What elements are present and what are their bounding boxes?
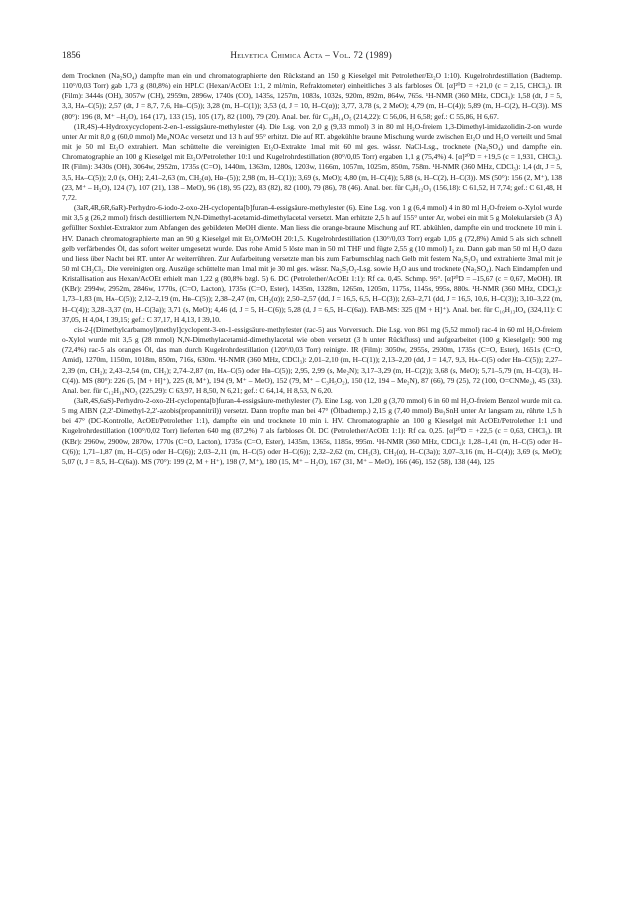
paragraph-compound-rac-5: cis-2-[(Dimethylcarbamoyl)methyl]cyclopent-3-en-1-essigsäure-methylester (rac-5) aus Vorversuch. Die Lsg. von 861 mg (5,52 mmol) rac-4 in 60 ml H₂O-freiem o-Xylol wurde mit 3,5 g (28 mmol) N,N-Dimethylacetamid-dimethylacetal wie oben versetzt (3 h unter Rückfluss) und aufgearbeitet (100 g Kieselgel): 900 mg (72,4%) rac-5 als oranges Öl, das man durch Kugelrohrdestillation (120°/0,03 Torr) reinigte. IR (Film): 3050w, 2955s, 2930m, 1735s (C=O, Ester), 1651s (C=O, Amid), 1270m, 1150m, 1018m, 850m, 716s, 630m. ¹H-NMR (360 MHz, CDCl₃): 2,01–2,10 (m, H–C(1)); 2,13–2,20 (dd, J = 14,7, 9,3, Hᴀ–C(5) oder Hʙ–C(5)); 2,27–2,39 (m, CH₂); 2,43–2,54 (m, CH₂); 2,74–2,87 (m, Hᴀ–C(5) oder Hʙ–C(5)); 2,95, 2,99 (s, Me₂N); 3,17–3,29 (m, H–C(2)); 3,68 (s, MeO); 5,71–5,79 (m, H–C(3), H–C(4)). MS (80°): 226 (5, [M + H]⁺), 225 (8, M⁺), 194 (9, M⁺ – MeO), 152 (79, M⁺ – C₃H₅O₂), 150 (12, 194 – Me₂N), 87 (66), 79 (25), 72 (100, O=CNMe₂), 45 (33). Anal. ber. für C₁₂H₁₉NO₃ (225,29): C 63,97, H 8,50, N 6,21; gef.: C 64,14, H 8,53, N 6,20.: [62, 324, 562, 395]
paragraph-compound-6: (3aR,4R,6R,6aR)-Perhydro-6-iodo-2-oxo-2H-cyclopenta[b]furan-4-essigsäure-methylester (6). Eine Lsg. von 1 g (6,4 mmol) 4 in 80 ml H₂O-freiem o-Xylol wurde mit 3,5 g (26,2 mmol) frisch destilliertem N,N-Dimethyl-acetamid-dimethylacetal versetzt. Man erhitzte 2,5 h auf 155° unter Ar, wobei ein mit 5 g Molekularsieb (3 Å) gefüllter Soxhlet-Extraktor zum Abfangen des gebildeten MeOH diente. Man liess die orange-braune Mischung auf RT. abkühlen, dampfte ein und trocknete 10 min i. HV. Danach chromatographierte man an 90 g Kieselgel mit Et₂O/MeOH 20:1,5. Kugelrohrdestillation (130°/0,03 Torr) ergab 1,05 g (72,8%) Amid 5 als sich schnell gelb verfärbendes Öl, das sofort weiter umgesetzt wurde. Das rohe Amid 5 löste man in 50 ml THF und fügte 2,55 g (10 mmol) I₂ zu. Dann gab man 50 ml H₂O dazu und liess über Nacht bei RT. unter Ar weiterrühren. Zur Aufarbeitung versetzte man bis zum Farbumschlag nach Gelb mit festem Na₂S₂O₃ und extrahierte 3mal mit je 50 ml CH₂Cl₂. Die vereinigten org. Auszüge schüttelte man 1mal mit je 30 ml ges. wässr. Na₂S₂O₃-Lsg. sowie H₂O aus und trocknete (Na₂SO₄). Nach Eindampfen und Kristallisation aus Hexan/AcOEt erhielt man 1,22 g (80,8% bzgl. 5) 6. DC (Petrolether/AcOEt 1:1): Rf ca. 0,45. Schmp. 95°. [α]²⁰D = –15,67 (c = 0,67, MeOH). IR (KBr): 2994w, 2952m, 2846w, 1770s, (C=O, Lacton), 1735s (C=O, Ester), 1435m, 1328m, 1265m, 1205m, 1175s, 1145s, 995s, 880s. ¹H-NMR (360 MHz, CDCl₃): 1,73–1,83 (m, Hᴀ–C(5)); 2,12–2,19 (m, Hʙ–C(5)); 2,38–2,47 (m, CH₂(α)); 2,50–2,57 (dd, J = 16,5, 6,5, H–C(3)); 2,63–2,71 (dd, J = 16,5, 10,6, H–C(3)); 3,10–3,22 (m, H–C(4)); 3,28–3,37 (m, H–C(3a)); 3,71 (s, MeO); 4,46 (d, J = 5, H–C(6)); 5,28 (d, J = 6,5, H–C(6a)). FAB-MS: 325 ([M + H]⁺). Anal. ber. für C₁₀H₁₃IO₄ (324,11): C 37,05, H 4,04, I 39,15; gef.: C 37,17, H 4,13, I 39,10.: [62, 203, 562, 324]
page-number: 1856: [62, 50, 81, 60]
paragraph-compound-7: (3aR,4S,6aS)-Perhydro-2-oxo-2H-cyclopenta[b]furan-4-essigsäure-methylester (7). Eine Lsg. von 1,20 g (3,70 mmol) 6 in 60 ml H₂O-freiem Benzol wurde mit ca. 5 mg AIBN (2,2′-Dimethyl-2,2′-azobis(propannitril)) versetzt. Dann tropfte man bei 47° (Ölbadtemp.) 2,15 g (7,40 mmol) Bu₃SnH unter Ar langsam zu, rührte 1,5 h bei 47° (DC-Kontrolle, AcOEt/Petrolether 1:1), dampfte ein und trocknete 10 min i. HV. Chromatographie an 100 g Kieselgel mit AcOEt/Petrolether 1:1 und Kugelrohrdestillation (100°/0,02 Torr) lieferten 640 mg (87,2%) 7 als farbloses Öl. DC (Petrolether/AcOEt 1:1): Rf ca. 0,25. [α]²⁰D = +22,5 (c = 0,63, CHCl₃). IR (KBr): 2960w, 2900w, 2870w, 1770s (C=O, Lacton), 1735s (C=O, Ester), 1435m, 1365s, 1185s, 995m. ¹H-NMR (360 MHz, CDCl₃): 1,28–1,41 (m, H–C(5) oder H–C(6)); 1,71–1,87 (m, H–C(5) oder H–C(6)); 2,03–2,11 (m, H–C(5) oder H–C(6)); 2,32–2,62 (m, CH₂(3), CH₂(α), H–C(3a)); 3,07–3,16 (m, H–C(4)); 3,69 (s, MeO); 5,07 (t, J = 8,5, H–C(6a)). MS (70°): 199 (2, M + H⁺), 198 (7, M⁺), 180 (15, M⁺ – H₂O), 167 (31, M⁺ – MeO), 166 (46), 152 (58), 138 (44), 125: [62, 396, 562, 466]
paper-page: [62, 50, 562, 467]
article-body: [62, 71, 562, 467]
journal-title: Helvetica Chimica Acta – Vol. 72 (1989): [230, 50, 393, 60]
page-header: [62, 50, 562, 60]
paragraph-compound-3-workup: dem Trocknen (Na₂SO₄) dampfte man ein und chromatographierte den Rückstand an 150 g Kieselgel mit Petrolether/Et₂O 1:10). Kugelrohrdestillation (Badtemp. 110°/0,03 Torr) gab 1,73 g (80,8%) ein HPLC (Hexan/AcOEt 1:1, 2 ml/min, Refraktometer) einheitliches 3 als farbloses Öl. [α]²⁰D = +21,0 (c = 2,15, CHCl₃). IR (Film): 3444s (OH), 3057w (CH), 2959m, 2896w, 1740s (CO), 1435s, 1257m, 1083s, 1032s, 920m, 892m, 864w, 765s. ¹H-NMR (360 MHz, CDCl₃): 1,58 (dt, J = 5, 3,3, Hᴀ–C(5)); 2,57 (dt, J = 8,7, 7,6, Hʙ–C(5)); 3,28 (m, H–C(1)); 3,53 (d, J = 10, H–C(α)); 3,77, 3,78 (s, 2 MeO); 4,79 (m, H–C(4)); 5,89 (m, H–C(2), H–C(3)). MS (80°): 196 (8, M⁺ –H₂O), 164 (17), 133 (15), 105 (17), 82 (100), 79 (20). Anal. ber. für C₁₀H₁₄O₅ (214,22): C 56,06, H 6,58; gef.: C 55,86, H 6,67.: [62, 71, 562, 121]
paragraph-compound-4: (1R,4S)-4-Hydroxycyclopent-2-en-1-essigsäure-methylester (4). Die Lsg. von 2,0 g (9,33 mmol) 3 in 80 ml H₂O-freiem 1,3-Dimethyl-imidazolidin-2-on wurde unter Ar mit 8,0 g (60,0 mmol) Me₄NOAc versetzt und 13 h auf 95° erhitzt. Die auf RT. abgekühlte braune Mischung wurde zwischen Et₂O und H₂O verteilt und 5mal mit je 50 ml Et₂O extrahiert. Man schüttelte die vereinigten Et₂O-Extrakte 1mal mit 60 ml ges. wässr. NaCl-Lsg., trocknete (Na₂SO₄) und dampfte ein. Chromatographie an 100 g Kieselgel mit Et₂O/Petrolether 10:1 und Kugelrohrdestillation (80°/0,05 Torr) ergaben 1,1 g (75,4%) 4. [α]²⁰D = +19,5 (c = 1,931, CHCl₃). IR (Film): 3430s (OH), 3064w, 2952m, 1735s (C=O), 1440m, 1363m, 1280s, 1203w, 1166m, 1057m, 1025m, 850m, 758m. ¹H-NMR (360 MHz, CDCl₃): 1,4 (dt, J = 5, 3,5, Hᴀ–C(5)); 2,0 (s, OH); 2,41–2,63 (m, CH₂(α), Hʙ–(5)); 2,98 (m, H–C(1)); 3,69 (s, MeO); 4,80 (m, H–C(4)); 5,88 (s, H–C(2), H–C(3)). MS (50°): 156 (2, M⁺), 138 (23, M⁺ – H₂O), 124 (7), 107 (21), 138 – MeO), 96 (18), 95 (22), 83 (82), 82 (100), 79 (86), 78 (46). Anal. ber. für C₈H₁₂O₃ (156,18): C 61,52, H 7,74; gef.: C 61,48, H 7,72.: [62, 121, 562, 202]
